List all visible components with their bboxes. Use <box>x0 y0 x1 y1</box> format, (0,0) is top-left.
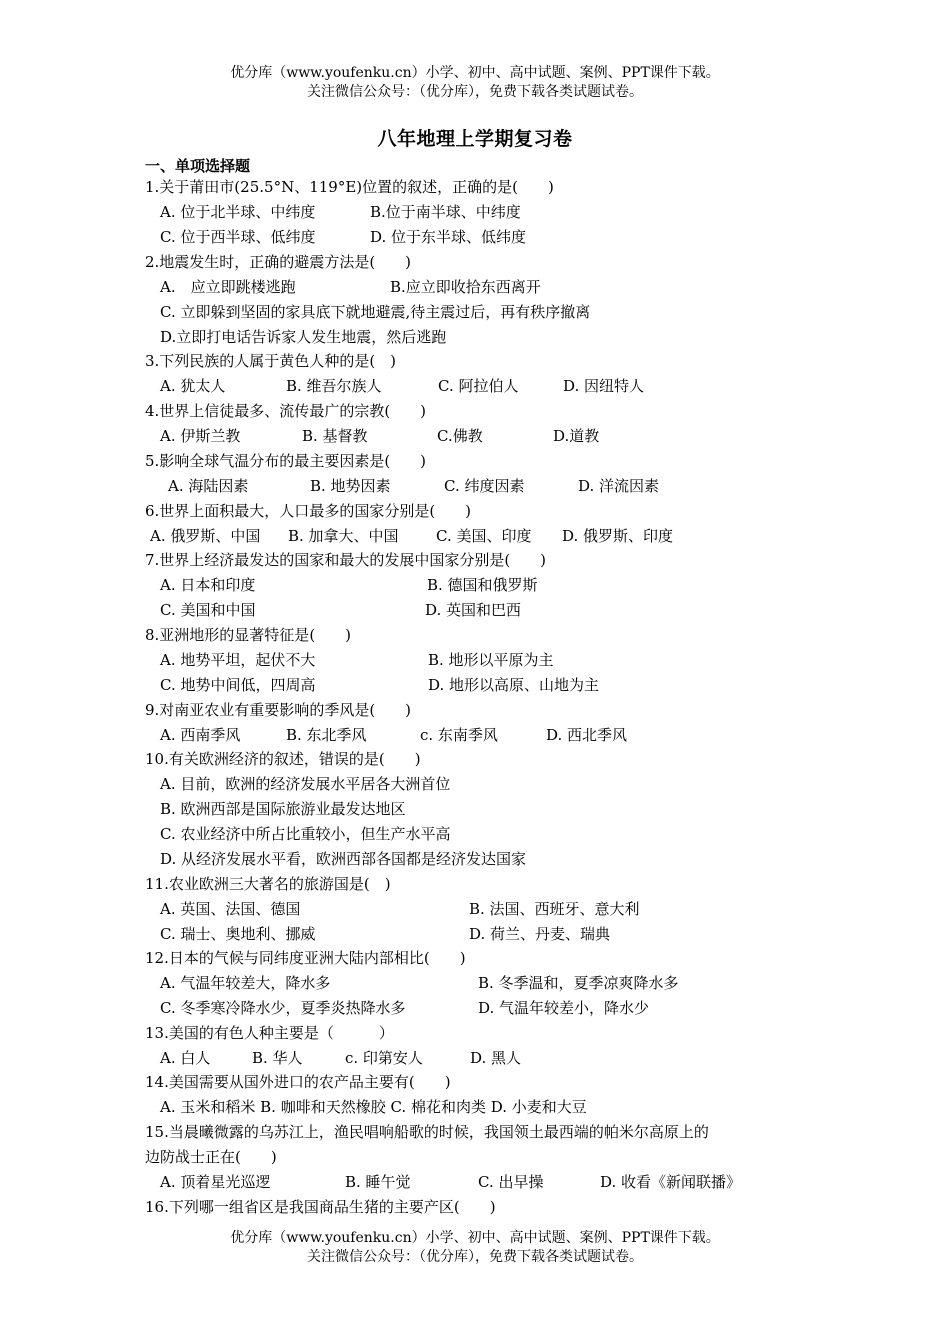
option: C. 纬度因素 <box>444 477 525 495</box>
question-stem: 11.农业欧洲三大著名的旅游国是( ) <box>145 875 391 893</box>
option: D.道教 <box>553 427 600 445</box>
option: A. 目前，欧洲的经济发展水平居各大洲首位 <box>160 775 451 793</box>
question-stem: 8.亚洲地形的显著特征是( ) <box>145 626 352 644</box>
option: A. 地势平坦，起伏不大 <box>160 651 316 669</box>
option: B. 维吾尔族人 <box>286 377 382 395</box>
option: D. 气温年较差小，降水少 <box>478 999 650 1017</box>
option: B. 地形以平原为主 <box>428 651 554 669</box>
option: C. 阿拉伯人 <box>438 377 519 395</box>
option: D. 洋流因素 <box>578 477 660 495</box>
option: D. 英国和巴西 <box>425 601 522 619</box>
option: B.应立即收拾东西离开 <box>390 278 541 296</box>
option: A. 俄罗斯、中国 <box>150 527 261 545</box>
option: C. 立即躲到坚固的家具底下就地避震,待主震过后，再有秩序撤离 <box>160 303 591 321</box>
question-stem: 12.日本的气候与同纬度亚洲大陆内部相比( ) <box>145 949 466 967</box>
page-title: 八年地理上学期复习卷 <box>377 128 573 150</box>
question-stem: 13.美国的有色人种主要是（ ） <box>145 1024 394 1042</box>
option: D. 西北季风 <box>546 726 628 744</box>
option: C. 冬季寒冷降水少，夏季炎热降水多 <box>160 999 406 1017</box>
option: C. 位于西半球、低纬度 <box>160 228 316 246</box>
option: D. 荷兰、丹麦、瑞典 <box>469 925 611 943</box>
header-line-1: 优分库（www.youfenku.cn）小学、初中、高中试题、案例、PPT课件下载。 <box>230 65 720 81</box>
option: A. 英国、法国、德国 <box>160 900 301 918</box>
option: D. 俄罗斯、印度 <box>562 527 674 545</box>
question-stem: 14.美国需要从国外进口的农产品主要有( ) <box>145 1073 451 1091</box>
question-stem: 2.地震发生时，正确的避震方法是( ) <box>145 253 412 271</box>
question-stem: 10.有关欧洲经济的叙述，错误的是( ) <box>145 750 421 768</box>
question-stem: 3.下列民族的人属于黄色人种的是( ) <box>145 352 397 370</box>
option: A. 气温年较差大，降水多 <box>160 974 331 992</box>
option: A. 日本和印度 <box>160 576 256 594</box>
section-heading: 一、单项选择题 <box>145 157 251 175</box>
question-stem: 4.世界上信徒最多、流传最广的宗教( ) <box>145 402 427 420</box>
option: A. 应立即跳楼逃跑 <box>160 278 296 296</box>
option: A. 玉米和稻米 B. 咖啡和天然橡胶 C. 棉花和肉类 D. 小麦和大豆 <box>160 1098 587 1116</box>
option: B. 加拿大、中国 <box>288 527 399 545</box>
option: C. 瑞士、奥地利、挪威 <box>160 925 316 943</box>
question-stem: 6.世界上面积最大，人口最多的国家分别是( ) <box>145 502 472 520</box>
question-stem: 1.关于莆田市(25.5°N、119°E)位置的叙述，正确的是( ) <box>145 178 554 196</box>
option: A. 犹太人 <box>160 377 226 395</box>
option: A. 顶着星光巡逻 <box>160 1173 271 1191</box>
option: C. 美国和中国 <box>160 601 256 619</box>
option: B. 华人 <box>252 1049 303 1067</box>
option: B. 基督教 <box>302 427 368 445</box>
option: D. 位于东半球、低纬度 <box>370 228 527 246</box>
option: C. 出早操 <box>478 1173 544 1191</box>
option: C. 地势中间低，四周高 <box>160 676 316 694</box>
footer-line-2: 关注微信公众号：（优分库），免费下载各类试题试卷。 <box>307 1249 643 1265</box>
option: C.佛教 <box>437 427 483 445</box>
option: B. 法国、西班牙、意大利 <box>469 900 640 918</box>
option: B. 地势因素 <box>310 477 391 495</box>
option: B.位于南半球、中纬度 <box>370 203 521 221</box>
option: B. 德国和俄罗斯 <box>427 576 538 594</box>
option: B. 冬季温和，夏季凉爽降水多 <box>478 974 679 992</box>
option: C. 美国、印度 <box>436 527 532 545</box>
option: A. 西南季风 <box>160 726 241 744</box>
option: c. 东南季风 <box>420 726 498 744</box>
question-stem: 16.下列哪一组省区是我国商品生猪的主要产区( ) <box>145 1198 496 1216</box>
option: D. 从经济发展水平看，欧洲西部各国都是经济发达国家 <box>160 850 527 868</box>
header-line-2: 关注微信公众号：（优分库），免费下载各类试题试卷。 <box>307 84 643 100</box>
option: D. 因纽特人 <box>563 377 645 395</box>
question-stem: 9.对南亚农业有重要影响的季风是( ) <box>145 701 412 719</box>
option: C. 农业经济中所占比重较小，但生产水平高 <box>160 825 451 843</box>
question-stem: 7.世界上经济最发达的国家和最大的发展中国家分别是( ) <box>145 551 547 569</box>
option: D. 地形以高原、山地为主 <box>428 676 600 694</box>
option: B. 东北季风 <box>286 726 367 744</box>
question-stem: 15.当晨曦微露的乌苏江上，渔民唱响船歌的时候，我国领土最西端的帕米尔高原上的 <box>145 1123 709 1141</box>
option: D. 收看《新闻联播》 <box>600 1173 742 1191</box>
page-header <box>0 64 950 102</box>
footer-line-1: 优分库（www.youfenku.cn）小学、初中、高中试题、案例、PPT课件下载。 <box>230 1230 720 1246</box>
option: A. 海陆因素 <box>168 477 249 495</box>
option: B. 睡午觉 <box>345 1173 411 1191</box>
option: c. 印第安人 <box>345 1049 423 1067</box>
question-stem-continued: 边防战士正在( ) <box>145 1148 277 1166</box>
question-stem: 5.影响全球气温分布的最主要因素是( ) <box>145 452 427 470</box>
option: A. 位于北半球、中纬度 <box>160 203 316 221</box>
option: A. 伊斯兰教 <box>160 427 241 445</box>
option: B. 欧洲西部是国际旅游业最发达地区 <box>160 800 406 818</box>
option: D. 黑人 <box>470 1049 522 1067</box>
page-footer <box>0 1229 950 1267</box>
option: A. 白人 <box>160 1049 211 1067</box>
option: D.立即打电话告诉家人发生地震，然后逃跑 <box>160 328 447 346</box>
